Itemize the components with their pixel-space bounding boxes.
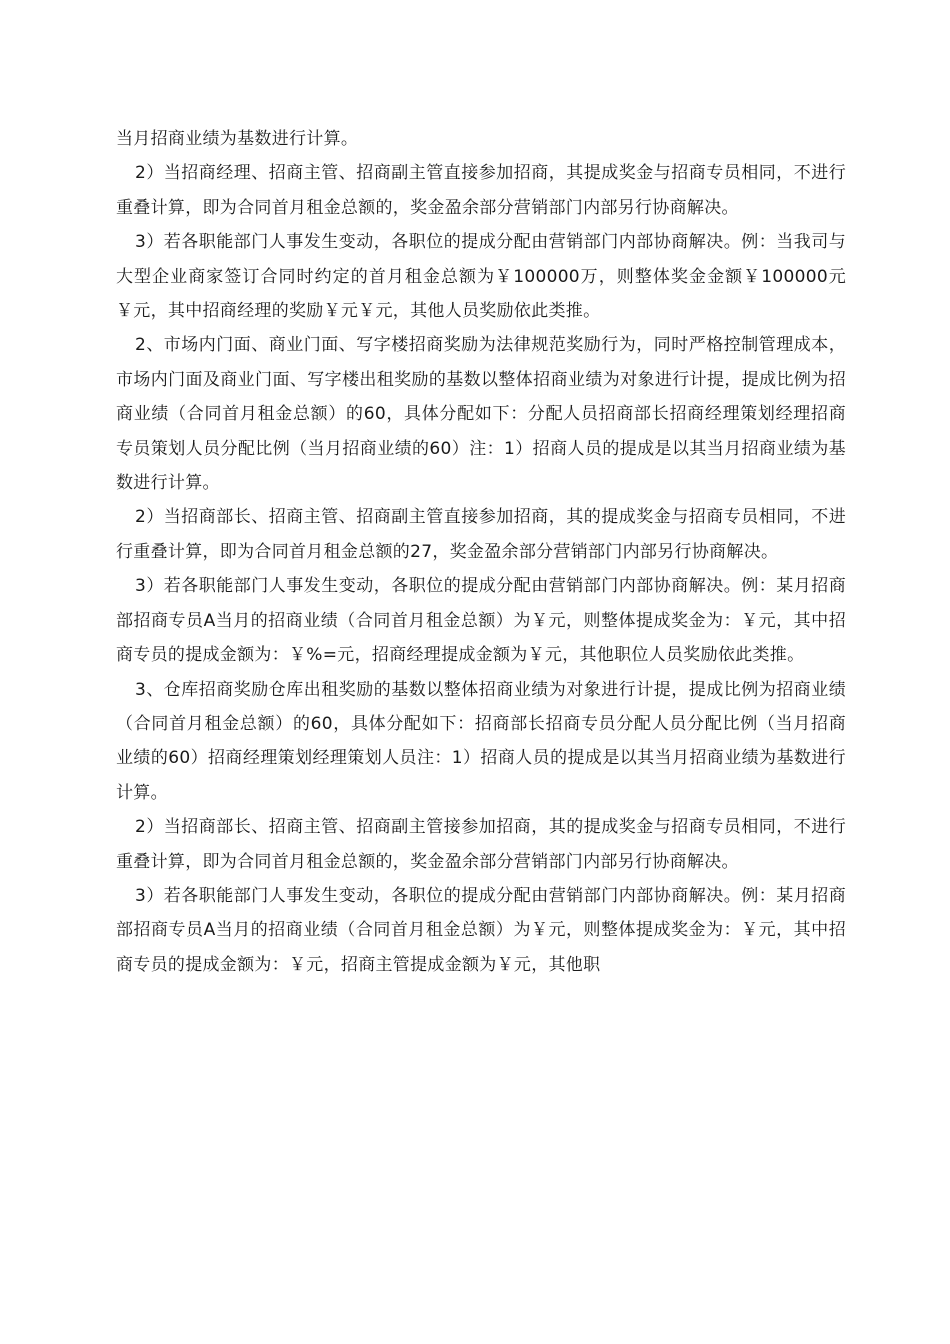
paragraph: 3）若各职能部门人事发生变动，各职位的提成分配由营销部门内部协商解决。例：当我司与大型企业商家签订合同时约定的首月租金总额为￥100000万，则整体奖金金额￥100000元￥元，其中招商经理的奖励￥元￥元，其他人员奖励依此类推。 (116, 232, 846, 322)
paragraph: 2）当招商经理、招商主管、招商副主管直接参加招商，其提成奖金与招商专员相同，不进行重叠计算，即为合同首月租金总额的，奖金盈余部分营销部门内部另行协商解决。 (116, 163, 846, 218)
paragraph: 3）若各职能部门人事发生变动，各职位的提成分配由营销部门内部协商解决。例：某月招商部招商专员A当月的招商业绩（合同首月租金总额）为￥元，则整体提成奖金为：￥元，其中招商专员的提成金额为：￥%=元，招商经理提成金额为￥元，其他职位人员奖励依此类推。 (116, 576, 846, 666)
paragraph: 当月招商业绩为基数进行计算。 (116, 129, 359, 149)
document-body (116, 122, 846, 982)
paragraph: 2、市场内门面、商业门面、写字楼招商奖励为法律规范奖励行为，同时严格控制管理成本，市场内门面及商业门面、写字楼出租奖励的基数以整体招商业绩为对象进行计提，提成比例为招商业绩（合同首月租金总额）的60，具体分配如下：分配人员招商部长招商经理策划经理招商专员策划人员分配比例（当月招商业绩的60）注：1）招商人员的提成是以其当月招商业绩为基数进行计算。 (116, 335, 846, 494)
paragraph: 2）当招商部长、招商主管、招商副主管接参加招商，其的提成奖金与招商专员相同，不进行重叠计算，即为合同首月租金总额的，奖金盈余部分营销部门内部另行协商解决。 (116, 817, 846, 872)
paragraph: 3、仓库招商奖励仓库出租奖励的基数以整体招商业绩为对象进行计提，提成比例为招商业绩（合同首月租金总额）的60，具体分配如下：招商部长招商专员分配人员分配比例（当月招商业绩的60）招商经理策划经理策划人员注：1）招商人员的提成是以其当月招商业绩为基数进行计算。 (116, 679, 846, 803)
paragraph: 3）若各职能部门人事发生变动，各职位的提成分配由营销部门内部协商解决。例：某月招商部招商专员A当月的招商业绩（合同首月租金总额）为￥元，则整体提成奖金为：￥元，其中招商专员的提成金额为：￥元，招商主管提成金额为￥元，其他职 (116, 885, 846, 975)
paragraph: 2）当招商部长、招商主管、招商副主管直接参加招商，其的提成奖金与招商专员相同，不进行重叠计算，即为合同首月租金总额的27，奖金盈余部分营销部门内部另行协商解决。 (116, 507, 846, 562)
